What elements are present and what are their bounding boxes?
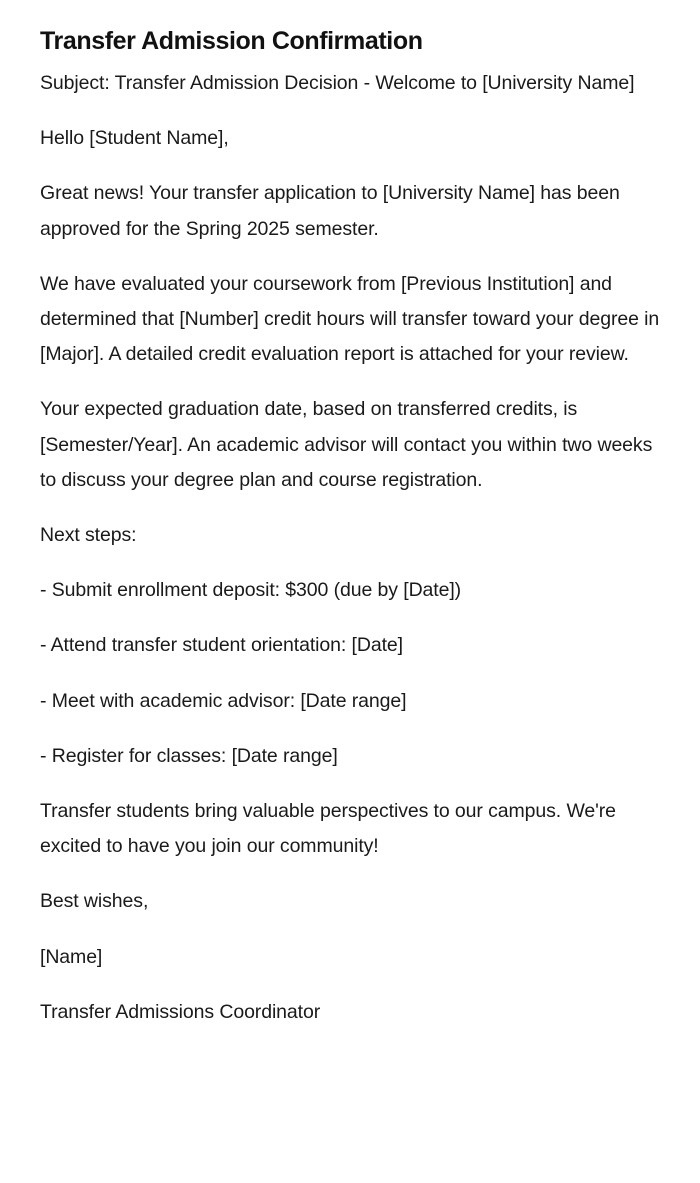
subject-line: Subject: Transfer Admission Decision - Welcome to [University Name] (40, 72, 635, 94)
body-paragraph-approval: Great news! Your transfer application to [University Name] has been approved for the Spring 2025 semester. (40, 182, 620, 240)
next-step-item: - Meet with academic advisor: [Date range] (40, 689, 407, 712)
closing-paragraph: Transfer students bring valuable perspectives to our campus. We're excited to have you join our community! (40, 800, 616, 858)
next-step-item: - Attend transfer student orientation: [Date] (40, 634, 403, 657)
document-title: Transfer Admission Confirmation (40, 27, 423, 55)
greeting: Hello [Student Name], (40, 127, 229, 150)
body-paragraph-graduation: Your expected graduation date, based on transferred credits, is [Semester/Year]. An academic advisor will contact you within two weeks to discuss your degree plan and course registration. (40, 398, 653, 491)
body-paragraph-credit-evaluation: We have evaluated your coursework from [Previous Institution] and determined that [Number] credit hours will transfer toward your degree in [Major]. A detailed credit evaluation report is attached for your review. (40, 272, 660, 366)
signer-name: [Name] (40, 945, 103, 968)
next-step-item: - Submit enrollment deposit: $300 (due by [Date]) (40, 579, 462, 602)
next-step-item: - Register for classes: [Date range] (40, 744, 338, 767)
signer-title: Transfer Admissions Coordinator (40, 1000, 321, 1023)
next-steps-heading: Next steps: (40, 524, 137, 547)
sign-off: Best wishes, (40, 890, 149, 913)
